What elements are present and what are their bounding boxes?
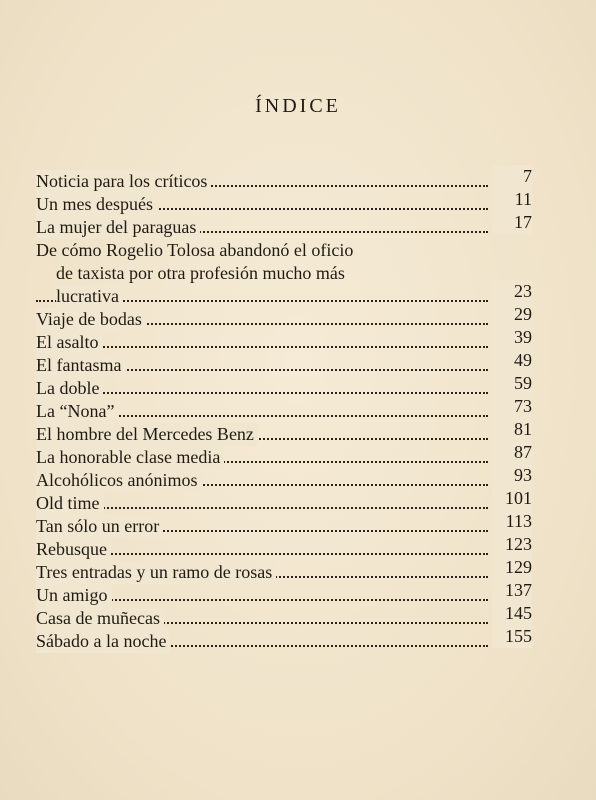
toc-entry-page: 93 <box>492 464 532 487</box>
toc-entry-page: 17 <box>492 211 532 234</box>
toc-entry <box>36 511 532 538</box>
toc-entry-title: Viaje de bodas <box>36 308 146 331</box>
toc-entry-page: 101 <box>492 487 532 510</box>
toc-entry-page: 73 <box>492 395 532 418</box>
toc-entry-title: Alcohólicos anónimos <box>36 469 201 492</box>
toc-entry <box>36 327 532 354</box>
toc-entry <box>36 281 532 308</box>
toc-entry-page: 155 <box>492 625 532 648</box>
toc-entry-title: La honorable clase media <box>36 446 224 469</box>
toc-entry-title: Old time <box>36 492 104 515</box>
toc-entry-title: Tres entradas y un ramo de rosas <box>36 561 276 584</box>
toc-entry-title: Un amigo <box>36 584 112 607</box>
toc-entry-page: 7 <box>492 165 532 188</box>
page-title: ÍNDICE <box>255 95 341 117</box>
toc-entry-page: 49 <box>492 349 532 372</box>
toc-entry-title: lucrativa <box>56 285 123 308</box>
toc-entry-page: 39 <box>492 326 532 349</box>
toc-entry-title: Rebusque <box>36 538 111 561</box>
toc-entry-title: La doble <box>36 377 103 400</box>
toc-entry-title: El fantasma <box>36 354 125 377</box>
toc-entry-page: 87 <box>492 441 532 464</box>
toc-entry-page: 81 <box>492 418 532 441</box>
toc-entry <box>36 580 532 607</box>
table-of-contents <box>36 166 532 653</box>
toc-entry <box>36 304 532 331</box>
toc-entry-title: El asalto <box>36 331 102 354</box>
toc-entry-long-line-1: De cómo Rogelio Tolosa abandonó el oficio <box>36 240 354 260</box>
toc-entry-page: 137 <box>492 579 532 602</box>
toc-entry <box>36 534 532 561</box>
toc-entry <box>36 419 532 446</box>
toc-entry <box>36 373 532 400</box>
toc-entry-page: 113 <box>492 510 532 533</box>
dot-leader <box>36 392 488 394</box>
toc-entry-page: 29 <box>492 303 532 326</box>
toc-entry <box>36 465 532 492</box>
toc-entry <box>36 212 532 239</box>
toc-entry-title: Un mes después <box>36 193 157 216</box>
toc-entry-page: 145 <box>492 602 532 625</box>
toc-entry-page: 23 <box>492 280 532 303</box>
toc-entry-title: Casa de muñecas <box>36 607 164 630</box>
toc-entry-long-line-2: de taxista por otra profesión mucho más <box>56 263 345 283</box>
toc-entry-page: 11 <box>492 188 532 211</box>
toc-entry <box>36 488 532 515</box>
toc-entry <box>36 626 532 653</box>
toc-entry-title: El hombre del Mercedes Benz <box>36 423 258 446</box>
toc-entry <box>36 166 532 193</box>
toc-entry-title: La mujer del paraguas <box>36 216 200 239</box>
toc-entry-page: 129 <box>492 556 532 579</box>
toc-entry-title: La “Nona” <box>36 400 118 423</box>
toc-entry <box>36 442 532 469</box>
toc-entry-title: Sábado a la noche <box>36 630 170 653</box>
toc-entry <box>36 350 532 377</box>
toc-entry-page: 59 <box>492 372 532 395</box>
toc-entry <box>36 396 532 423</box>
toc-entry-title: Tan sólo un error <box>36 515 163 538</box>
dot-leader <box>36 346 488 348</box>
dot-leader <box>36 507 488 509</box>
toc-entry <box>36 557 532 584</box>
toc-entry-title: Noticia para los críticos <box>36 170 211 193</box>
toc-entry <box>36 189 532 216</box>
toc-entry-page: 123 <box>492 533 532 556</box>
toc-entry <box>36 603 532 630</box>
